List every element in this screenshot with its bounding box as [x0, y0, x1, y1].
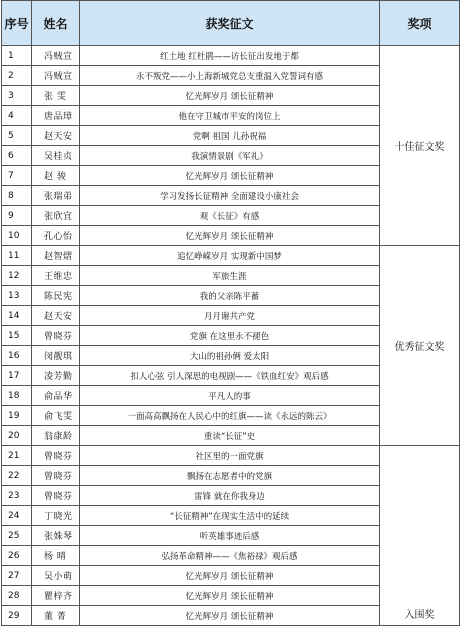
row-index: 1: [2, 46, 32, 66]
row-work-title: 永不叛党——小上海新城党总支重温入党誓词有感: [80, 66, 380, 86]
row-name: 张瑞弟: [32, 186, 80, 206]
row-name: 杨 晴: [32, 546, 80, 566]
row-index: 24: [2, 506, 32, 526]
row-work-title: 追忆峥嵘岁月 实现新中国梦: [80, 246, 380, 266]
row-work-title: 忆光辉岁月 颂长征精神: [80, 566, 380, 586]
row-index: 15: [2, 326, 32, 346]
row-index: 9: [2, 206, 32, 226]
row-work-title: 他在守卫城市平安的岗位上: [80, 106, 380, 126]
award-cell: 优秀征文奖: [380, 246, 460, 446]
table-row: [2, 46, 460, 66]
row-index: 8: [2, 186, 32, 206]
row-work-title: 社区里的一面党旗: [80, 446, 380, 466]
table-row: [2, 446, 460, 466]
row-name: 闵靓琪: [32, 346, 80, 366]
row-index: 14: [2, 306, 32, 326]
header-name: 姓名: [32, 1, 80, 46]
row-name: 瞿梓齐: [32, 586, 80, 606]
row-name: 翁康龄: [32, 426, 80, 446]
row-work-title: 党啊 祖国 儿孙祝福: [80, 126, 380, 146]
row-work-title: 忆光辉岁月 颂长征精神: [80, 86, 380, 106]
row-index: 20: [2, 426, 32, 446]
row-index: 26: [2, 546, 32, 566]
row-index: 29: [2, 606, 32, 626]
row-index: 23: [2, 486, 32, 506]
row-work-title: 忆光辉岁月 颂长征精神: [80, 166, 380, 186]
row-name: 丁晓光: [32, 506, 80, 526]
row-work-title: 观《长征》有感: [80, 206, 380, 226]
row-work-title: 军旅生涯: [80, 266, 380, 286]
table-row: [2, 246, 460, 266]
row-index: 12: [2, 266, 32, 286]
row-index: 22: [2, 466, 32, 486]
row-index: 27: [2, 566, 32, 586]
row-name: 吴小萌: [32, 566, 80, 586]
row-name: 曾晓芬: [32, 446, 80, 466]
row-work-title: 党旗 在这里永不褪色: [80, 326, 380, 346]
row-index: 4: [2, 106, 32, 126]
row-name: 陈民宪: [32, 286, 80, 306]
row-index: 25: [2, 526, 32, 546]
row-index: 18: [2, 386, 32, 406]
row-name: 曾晓芬: [32, 466, 80, 486]
row-name: 张欣宜: [32, 206, 80, 226]
row-index: 16: [2, 346, 32, 366]
row-work-title: 我的父亲陈平蓄: [80, 286, 380, 306]
row-name: 赵智熠: [32, 246, 80, 266]
row-index: 13: [2, 286, 32, 306]
row-name: 俞飞雯: [32, 406, 80, 426]
row-name: 吴桂贞: [32, 146, 80, 166]
row-index: 19: [2, 406, 32, 426]
row-index: 2: [2, 66, 32, 86]
row-work-title: 扣人心弦 引人深思的电视剧——《铁血红安》观后感: [80, 366, 380, 386]
row-work-title: 忆光辉岁月 颂长征精神: [80, 226, 380, 246]
row-work-title: 雷锋 就在你我身边: [80, 486, 380, 506]
header-row: [2, 1, 460, 46]
row-index: 3: [2, 86, 32, 106]
row-index: 11: [2, 246, 32, 266]
row-work-title: 红土地 红杜鹃——访长征出发地于都: [80, 46, 380, 66]
row-name: 凌芳勤: [32, 366, 80, 386]
header-award: 奖项: [380, 1, 460, 46]
row-name: 董 菁: [32, 606, 80, 626]
row-work-title: 学习发扬长征精神 全面建设小康社会: [80, 186, 380, 206]
row-index: 5: [2, 126, 32, 146]
header-index: 序号: [2, 1, 32, 46]
row-name: 张 雯: [32, 86, 80, 106]
row-work-title: 忆光辉岁月 颂长征精神: [80, 606, 380, 626]
row-name: 张姝琴: [32, 526, 80, 546]
row-work-title: 大山的祖孙俩 爱太阳: [80, 346, 380, 366]
row-work-title: “长征精神”在现实生活中的延续: [80, 506, 380, 526]
row-name: 孔心怡: [32, 226, 80, 246]
row-work-title: 一面高高飘扬在人民心中的红旗——读《永远的陈云》: [80, 406, 380, 426]
row-work-title: 忆光辉岁月 颂长征精神: [80, 586, 380, 606]
row-name: 王维忠: [32, 266, 80, 286]
row-name: 俞品华: [32, 386, 80, 406]
header-work: 获奖征文: [80, 1, 380, 46]
awards-table: [1, 0, 460, 626]
row-name: 曾晓芬: [32, 326, 80, 346]
row-index: 21: [2, 446, 32, 466]
row-name: 赵 骏: [32, 166, 80, 186]
row-work-title: 飘扬在志愿者中的党旗: [80, 466, 380, 486]
row-work-title: 听英雄事迹后感: [80, 526, 380, 546]
row-work-title: 平凡人的事: [80, 386, 380, 406]
row-index: 7: [2, 166, 32, 186]
row-name: 赵天安: [32, 306, 80, 326]
row-name: 冯贼宣: [32, 66, 80, 86]
row-work-title: 月月谢共产党: [80, 306, 380, 326]
row-name: 曾晓芬: [32, 486, 80, 506]
row-work-title: 我演情景剧《军礼》: [80, 146, 380, 166]
row-work-title: 重读“长征”史: [80, 426, 380, 446]
row-name: 赵天安: [32, 126, 80, 146]
award-cell: 入围奖: [380, 446, 460, 626]
row-name: 冯贼宣: [32, 46, 80, 66]
award-cell: 十佳征文奖: [380, 46, 460, 246]
row-index: 10: [2, 226, 32, 246]
row-index: 6: [2, 146, 32, 166]
row-name: 唐品璋: [32, 106, 80, 126]
row-index: 28: [2, 586, 32, 606]
row-work-title: 弘扬革命精神——《焦裕禄》观后感: [80, 546, 380, 566]
row-index: 17: [2, 366, 32, 386]
